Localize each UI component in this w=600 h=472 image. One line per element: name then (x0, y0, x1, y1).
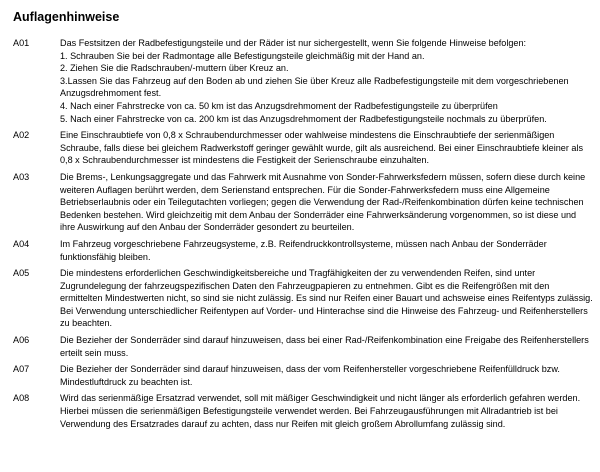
notes-list (0, 37, 600, 434)
note-code: A02 (13, 130, 30, 141)
note-code: A06 (13, 335, 30, 346)
note-a06 (0, 334, 600, 359)
note-code: A07 (13, 364, 30, 375)
note-text: Das Festsitzen der Radbefestigungsteile und der Räder ist nur sichergestellt, wenn Sie folgende Hinweise befolgen: 1. Schrauben Sie bei der Radmontage alle Befestigungsteile gleichmäßig mit der Hand an. 2. Ziehen Sie die Radschrauben/-muttern über Kreuz an. 3.Lassen Sie das Fahrzeug auf den Boden ab und ziehen Sie über Kreuz alle Radbefestigungsteile mit dem vorgeschriebenen Anzugsdrehmoment fest. 4. Nach einer Fahrstrecke von ca. 50 km ist das Anzugsdrehmoment der Radbefestigungsteile zu überprüfen 5. Nach einer Fahrstrecke von ca. 200 km ist das Anzugsdrehmoment der Radbefestigungsteile nochmals zu überprüfen. (60, 38, 569, 124)
note-text: Wird das serienmäßige Ersatzrad verwendet, soll mit mäßiger Geschwindigkeit und nicht länger als erforderlich gefahren werden. Hierbei müssen die serienmäßigen Befestigungsteile verwendet werden. Bei Fahrzeugausführungen mit Allradantrieb ist bei Verwendung des Ersatzrades darauf zu achten, dass nur Reifen mit gleich großem Abrollumfang zulässig sind. (60, 393, 581, 429)
note-text: Die Bezieher der Sonderräder sind darauf hinzuweisen, dass bei einer Rad-/Reifenkombination eine Freigabe des Reifenherstellers erteilt sein muss. (60, 335, 589, 358)
note-code: A03 (13, 171, 30, 182)
note-text: Die Brems-, Lenkungsaggregate und das Fahrwerk mit Ausnahme von Sonder-Fahrwerksfedern müssen, sofern diese durch keine weiteren Auflagen berührt werden, dem Serienstand entsprechen. Für die Sonder-Fahrwerksfedern muss eine Allgemeine Betriebserlaubnis oder ein Teilegutachten vorliegen; gegen die Verwendung der Rad-/Reifenkombination dürfen keine technischen Bedenken bestehen. Wird gleichzeitig mit dem Anbau der Sonderräder eine Fahrwerksänderung vorgenommen, so ist diese und ihre Auswirkung auf den Anbau der Sonderräder gesondert zu beurteilen. (60, 171, 586, 233)
note-text: Im Fahrzeug vorgeschriebene Fahrzeugsysteme, z.B. Reifendruckkontrollsysteme, müssen nach Anbau der Sonderräder funktionsfähig bleiben. (60, 238, 547, 262)
page-title: Auflagenhinweise (13, 10, 120, 24)
note-a04 (0, 238, 600, 263)
note-text: Eine Einschraubtiefe von 0,8 x Schraubendurchmesser oder wahlweise mindestens die Einschraubtiefe der serienmäßigen Schraube, falls diese bei gleichem Radwerkstoff geringer gewählt wurde, gilt als ausreichend. Bei einer Einschraubtiefe kleiner als 0,8 x Schraubendurchmesser ist mindestens die Festigkeit der Serienschraube einzuhalten. (60, 130, 584, 166)
note-text: Die Bezieher der Sonderräder sind darauf hinzuweisen, dass der vom Reifenhersteller vorgeschriebene Reifenfülldruck bzw. Mindestluftdruck zu beachten ist. (60, 364, 560, 387)
note-code: A01 (13, 38, 30, 48)
note-a03 (0, 171, 600, 234)
note-text: Die mindestens erforderlichen Geschwindigkeitsbereiche und Tragfähigkeiten der zu verwendenden Reifen, sind unter Zugrundelegung der fahrzeugspezifischen Daten den Fahrzeugpapieren zu entnehmen. Gibt es die Reifengrößen mit den ermittelten Mindestwerten nicht, so sind sie nicht zulässig. Es sind nur Reifen einer Bauart und achsweise eines Reifentyps zulässig. Bei Verwendung unterschiedlicher Reifentypen auf Vorder- und Hinterachse sind die Hinweise des Fahrzeug- und Reifenherstellers zu beachten. (60, 268, 593, 329)
note-a05 (0, 267, 600, 330)
note-code: A04 (13, 238, 30, 249)
note-a08 (0, 392, 600, 430)
note-a01 (0, 37, 600, 125)
note-a02 (0, 129, 600, 167)
note-code: A05 (13, 268, 30, 279)
note-code: A08 (13, 393, 30, 404)
note-a07 (0, 363, 600, 388)
